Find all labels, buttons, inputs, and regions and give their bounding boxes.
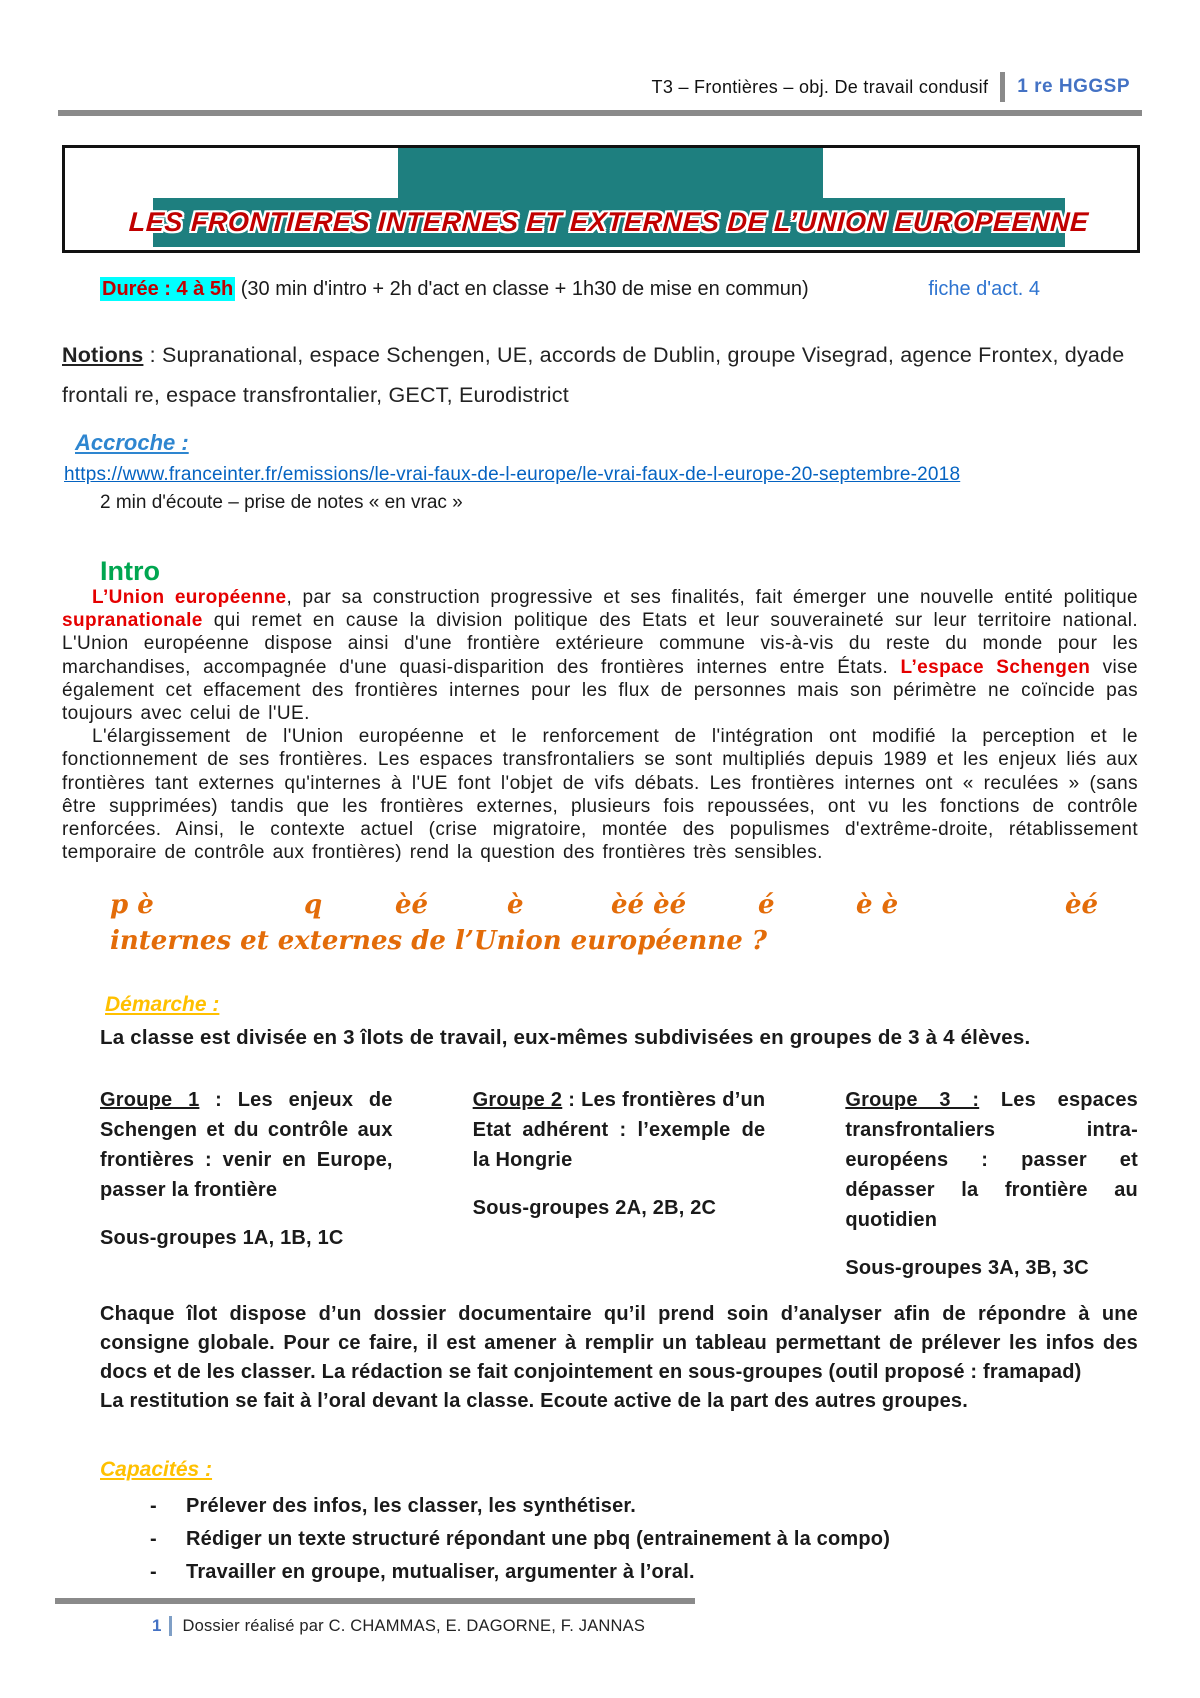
group-1-text: Les enjeux de Schengen et du contrôle aux frontières : venir en Europe, passer la frontière [100, 1089, 393, 1201]
bullet-dash: - [150, 1561, 157, 1583]
group-2-label: Groupe 2 [472, 1089, 563, 1111]
script-fragment: èé [1065, 890, 1099, 920]
header-rule [58, 110, 1142, 116]
dossier-text-2: La restitution se fait à l’oral devant la classe. Ecoute active de la part des autres groupes. [100, 1390, 968, 1412]
group-2-column [473, 1085, 766, 1283]
header-class-badge: 1 re HGGSP [1017, 76, 1130, 97]
group-1-column [100, 1085, 393, 1283]
script-fragment: èé èé [611, 890, 687, 920]
page-number: 1 [152, 1616, 162, 1635]
group-3-subgroups: Sous-groupes 3A, 3B, 3C [845, 1257, 1089, 1279]
group-2-text: Les frontières d’un Etat adhérent : l’exemple de la Hongrie [472, 1089, 766, 1171]
group-3-label: Groupe 3 : [845, 1089, 980, 1111]
accroche-note: 2 min d'écoute – prise de notes « en vrac » [100, 492, 463, 513]
group-1-subgroups: Sous-groupes 1A, 1B, 1C [100, 1227, 344, 1249]
capacites-heading: Capacités : [100, 1458, 213, 1481]
capacites-item [0, 1528, 1100, 1561]
group-2-sep: : [562, 1089, 582, 1111]
intro-paragraph-1 [62, 586, 1138, 725]
demarche-intro: La classe est divisée en 3 îlots de travail, eux-mêmes subdivisées en groupes de 3 à 4 élèves. [100, 1026, 1031, 1049]
title-box [62, 145, 1140, 253]
footer-credits: Dossier réalisé par C. CHAMMAS, E. DAGORNE, F. JANNAS [182, 1616, 646, 1635]
capacites-item [0, 1561, 1100, 1594]
capacites-item-text: Rédiger un texte structuré répondant une pbq (entrainement à la compo) [186, 1528, 891, 1550]
bullet-dash: - [150, 1528, 157, 1550]
accroche-heading: Accroche : [75, 430, 189, 455]
script-fragment: è [507, 890, 524, 920]
script-fragment: q [304, 890, 323, 920]
capacites-item [0, 1495, 1100, 1528]
title-tab-shape [398, 148, 823, 199]
notions-line [62, 335, 1140, 415]
header-course-title: T3 – Frontières – obj. De travail condusif [651, 76, 989, 97]
document-title: LES FRONTIERES INTERNES ET EXTERNES DE L’UNION EUROPEENNE [128, 207, 1090, 237]
fiche-act-link[interactable]: fiche d'act. 4 [928, 278, 1040, 300]
footer-separator [169, 1616, 172, 1636]
capacites-item-text: Prélever des infos, les classer, les synthétiser. [186, 1495, 637, 1517]
intro-body [62, 586, 1138, 864]
script-fragment: è è [856, 890, 899, 920]
header-separator [1000, 72, 1005, 102]
group-3-sep [979, 1089, 1001, 1111]
footer-rule [55, 1598, 695, 1604]
problematique-line1 [0, 890, 1200, 928]
script-fragment: é [758, 890, 775, 920]
title-band [128, 198, 1090, 247]
groups-columns [100, 1085, 1138, 1283]
demarche-heading: Démarche : [105, 993, 220, 1016]
term-supranationale: supranationale [62, 610, 203, 632]
group-1-sep: : [199, 1089, 238, 1111]
intro-p1-seg: , par sa construction progressive et ses finalités, fait émerger une nouvelle entité politique [286, 587, 1139, 608]
group-3-column [845, 1085, 1138, 1283]
page-header [62, 72, 1130, 102]
term-espace-schengen: L’espace Schengen [900, 656, 1091, 678]
dossier-paragraph [100, 1300, 1138, 1416]
capacites-item-text: Travailler en groupe, mutualiser, argumenter à l’oral. [186, 1561, 695, 1583]
intro-p1-seg: qui remet en cause la division politique des Etats et leur souveraineté sur leur territoire national. L'Union européenne dispose ainsi d'une frontière extérieure commune vis-à-vis du reste du monde pour les marchandises, accompagnée d'une quasi-disparition des frontières internes entre États. [62, 610, 1138, 678]
group-3-text: Les espaces transfrontaliers intra-européens : passer et dépasser la frontière au quotidien [845, 1089, 1138, 1231]
accroche-hyperlink[interactable]: https://www.franceinter.fr/emissions/le-vrai-faux-de-l-europe/le-vrai-faux-de-l-europe-20-septembre-2018 [64, 464, 961, 485]
intro-heading: Intro [100, 556, 160, 586]
script-fragment: p è [110, 890, 154, 920]
notions-label: Notions [62, 343, 144, 367]
bullet-dash: - [150, 1495, 157, 1517]
duration-highlight: Durée : 4 à 5h [102, 278, 234, 300]
intro-paragraph-2: L'élargissement de l'Union européenne et le renforcement de l'intégration ont modifié la perception et le fonctionnement de ses frontières. Les espaces transfrontaliers se sont multipliés depuis 1989 et les enjeux liés aux frontières tant externes qu'internes à l'UE font l'objet de vifs débats. Les frontières internes ont « reculées » (sans être supprimées) tandis que les frontières externes, plusieurs fois repoussées, ont vu les fonctions de contrôle renforcées. Ainsi, le contexte actuel (crise migratoire, montée des populismes d'extrême-droite, rétablissement temporaire de contrôle aux frontières) rend la question des frontières très sensibles. [62, 726, 1138, 864]
dossier-text-1: Chaque îlot dispose d’un dossier documentaire qu’il prend soin d’analyser afin de répondre à une consigne globale. Pour ce faire, il est amener à remplir un tableau permettant de prélever les infos des docs et de les classer. La rédaction se fait conjointement en sous-groupes (outil proposé : framapad) [100, 1303, 1138, 1383]
problematique-line2: internes et externes de l’Union européenne ? [110, 926, 768, 956]
page-footer [152, 1614, 645, 1638]
capacites-list [0, 1495, 1100, 1594]
duration-detail: (30 min d'intro + 2h d'act en classe + 1h30 de mise en commun) [235, 278, 809, 300]
intro-p1-seg: vise également cet effacement des frontières internes pour les flux de personnes mais son périmètre ne coïncide pas toujours avec celui de l'UE. [62, 656, 1138, 725]
duration-line [100, 278, 1138, 301]
term-union-europeenne: L’Union européenne [92, 587, 287, 608]
group-2-subgroups: Sous-groupes 2A, 2B, 2C [472, 1197, 717, 1219]
group-1-label: Groupe 1 [100, 1089, 200, 1111]
script-fragment: èé [395, 890, 429, 920]
notions-text: : Supranational, espace Schengen, UE, accords de Dublin, groupe Visegrad, agence Frontex, dyade frontali re, espace transfrontalier, GECT, Eurodistrict [62, 343, 1125, 407]
